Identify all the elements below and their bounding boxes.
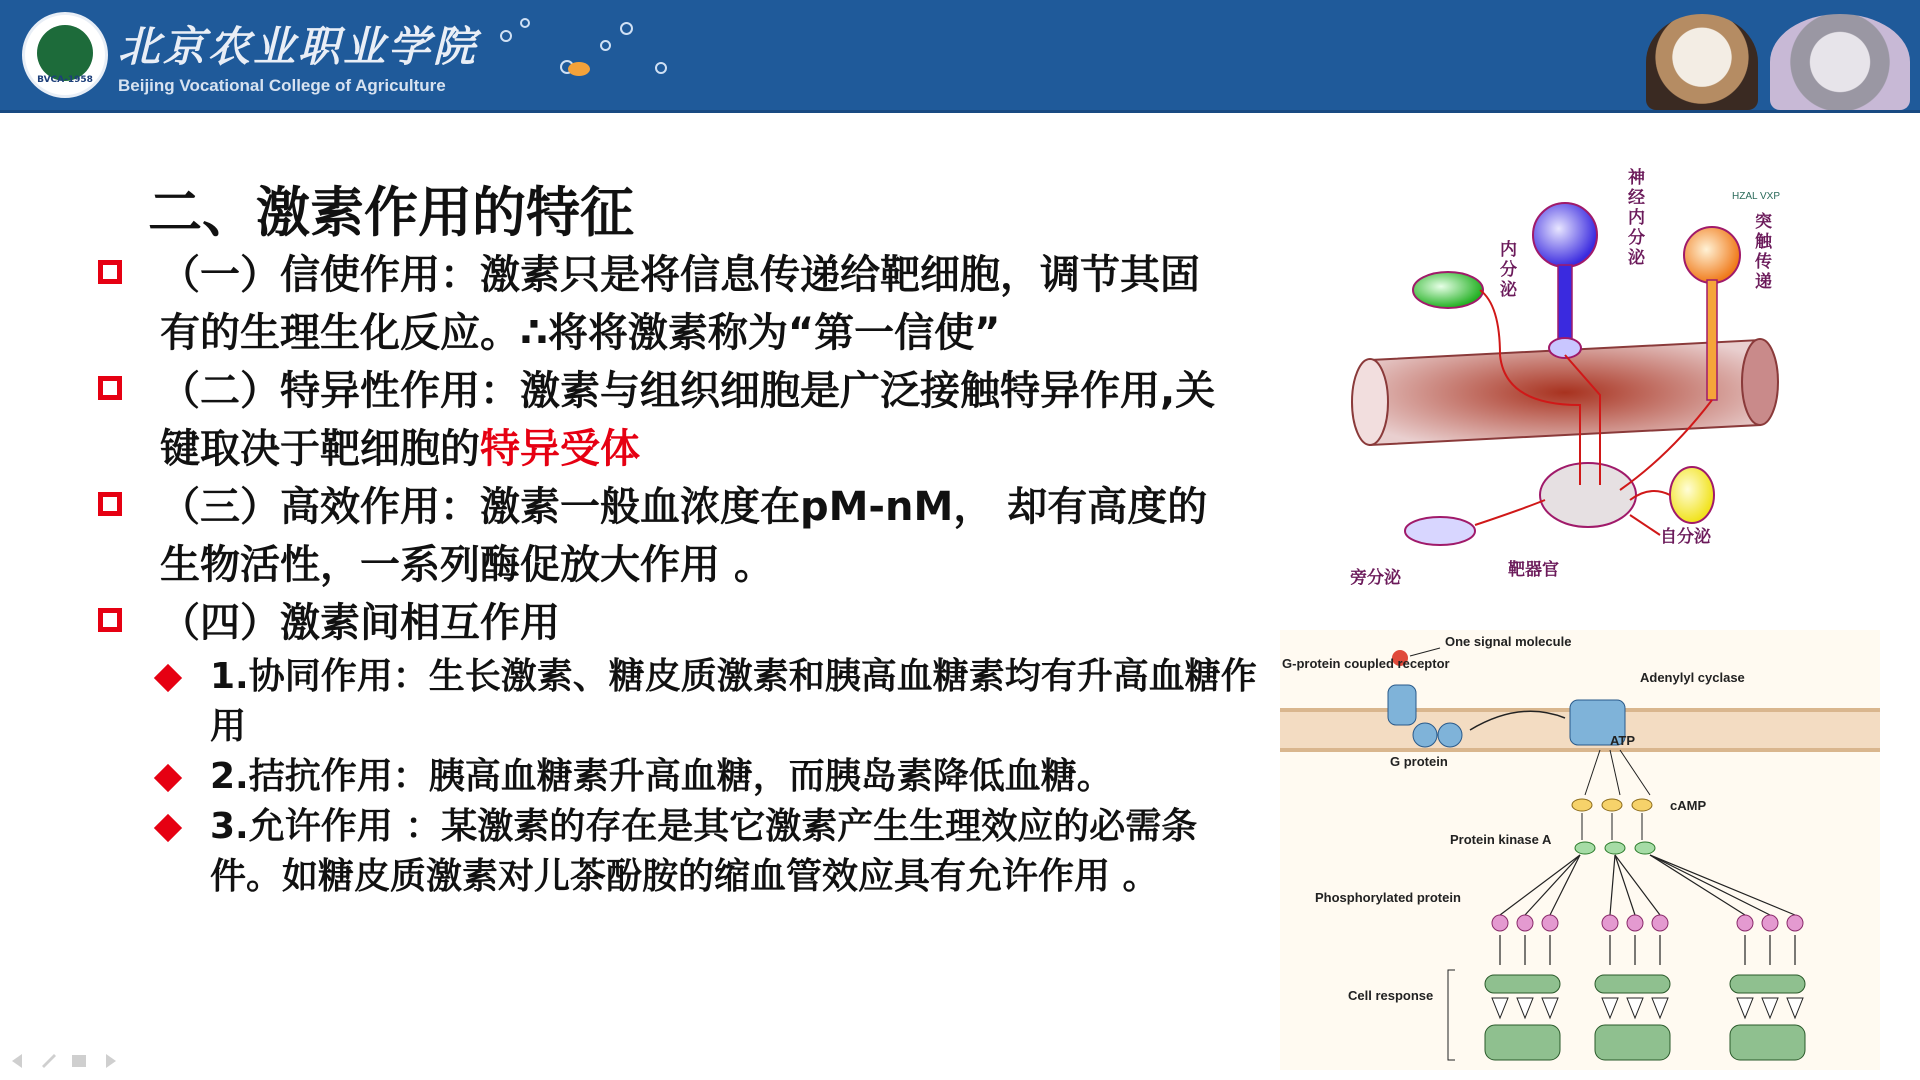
secretion-diagram (1330, 155, 1790, 585)
label-autocrine: 自分泌 (1660, 527, 1711, 547)
pointer-line (1410, 648, 1440, 656)
cell-response-icons (1485, 975, 1805, 1060)
label-camp: cAMP (1670, 798, 1707, 813)
endocrine-cell (1413, 272, 1483, 308)
subitem-text: 2.拮抗作用：胰高血糖素升高血糖，而胰岛素降低血糖。 (210, 756, 1113, 797)
label-signal: One signal molecule (1445, 634, 1572, 649)
paracrine-pathway (1475, 500, 1545, 525)
pka-icon (1575, 842, 1595, 854)
school-logo (22, 12, 108, 98)
bracket (1448, 970, 1455, 1060)
bullet-list (98, 246, 1257, 902)
phosphorylated-proteins (1492, 915, 1803, 931)
label-phospho: Phosphorylated protein (1315, 890, 1461, 905)
square-bullet-icon (98, 260, 122, 284)
vessel-end (1352, 359, 1388, 445)
cat-photo (1770, 14, 1910, 110)
output-arrow-icon (1630, 515, 1660, 535)
sub-list-item (150, 652, 1260, 752)
slide-title: 二、激素作用的特征 (148, 181, 634, 244)
menu-icon[interactable] (72, 1055, 86, 1067)
arrow (1585, 750, 1600, 795)
camp-cascade-diagram (1280, 630, 1880, 1070)
label-endocrine: 内分泌 (1500, 240, 1517, 300)
bubble-icon (520, 18, 530, 28)
bubble-icon (500, 30, 512, 42)
item-text: （二）特异性作用：激素与组织细胞是广泛接触特异作用,关键取决于靶细胞的 (160, 368, 1216, 472)
item-text: （三）高效作用：激素一般血浓度在pM-nM， 却有高度的生物活性，一系列酶促放大作用 。 (160, 484, 1208, 588)
logo-emblem-icon (37, 25, 93, 81)
arrow (1610, 750, 1620, 795)
synaptic-axon (1707, 280, 1717, 400)
target-organ (1540, 463, 1636, 527)
neuroendocrine-cell (1533, 203, 1597, 267)
hollow-arrows (1492, 998, 1803, 1018)
header-divider (0, 110, 1920, 113)
label-neuroendocrine: 神经内分泌 (1628, 168, 1645, 268)
square-bullet-icon (98, 608, 122, 632)
next-slide-icon[interactable] (106, 1054, 116, 1068)
label-atp: ATP (1610, 733, 1636, 748)
watermark: HZAL VXP (1732, 191, 1780, 202)
subitem-text: 1.协同作用：生长激素、糖皮质激素和胰高血糖素均有升高血糖作用 (210, 656, 1257, 747)
label-receptor: G-protein coupled receptor (1282, 656, 1450, 671)
list-item (98, 362, 1228, 478)
paracrine-cell (1405, 517, 1475, 545)
bubble-icon (600, 40, 611, 51)
subitem-text: 3.允许作用 ：某激素的存在是其它激素产生生理效应的必需条件。如糖皮质激素对儿茶酚胺的缩血管效应具有允许作用 。 (210, 806, 1198, 897)
fish-icon (568, 62, 590, 76)
header-banner (0, 0, 1920, 110)
bubble-icon (655, 62, 667, 74)
prev-slide-icon[interactable] (12, 1054, 22, 1068)
label-gprotein: G protein (1390, 754, 1448, 769)
sub-list (150, 652, 1257, 902)
g-protein-icon (1413, 723, 1437, 747)
label-target: 靶器官 (1508, 560, 1559, 580)
diamond-bullet-icon (154, 664, 182, 692)
slideshow-nav (8, 1050, 128, 1072)
fanout-arrows (1500, 855, 1795, 915)
label-paracrine: 旁分泌 (1350, 568, 1401, 585)
label-pka: Protein kinase A (1450, 832, 1552, 847)
autocrine-cell (1670, 467, 1714, 523)
school-name-en: Beijing Vocational College of Agriculture (118, 76, 446, 95)
label-response: Cell response (1348, 988, 1434, 1003)
vessel-end (1742, 339, 1778, 425)
camp-icon (1632, 799, 1652, 811)
pka-icon (1635, 842, 1655, 854)
item-text: （四）激素间相互作用 (160, 600, 560, 646)
arrow (1620, 750, 1650, 795)
list-item (98, 246, 1228, 362)
diamond-bullet-icon (154, 764, 182, 792)
label-adenylyl: Adenylyl cyclase (1640, 670, 1745, 685)
item-text: （一）信使作用：激素只是将信息传递给靶细胞，调节其固有的生理生化反应。∴将将激素称为“第一信使” (160, 252, 1200, 356)
pen-icon[interactable] (42, 1054, 56, 1068)
synaptic-neuron (1684, 227, 1740, 283)
receptor-icon (1388, 685, 1416, 725)
diamond-bullet-icon (154, 814, 182, 842)
sub-list-item (150, 752, 1260, 802)
dog-photo (1646, 14, 1758, 110)
highlight-text: 特异受体 (480, 426, 640, 472)
square-bullet-icon (98, 492, 122, 516)
sub-list-item (150, 802, 1260, 902)
list-item (98, 594, 1228, 652)
camp-icon (1572, 799, 1592, 811)
school-name-cn: 北京农业职业学院 (118, 22, 479, 71)
response-arrows (1500, 935, 1795, 965)
label-synaptic: 突触传递 (1755, 212, 1772, 292)
square-bullet-icon (98, 376, 122, 400)
logo-text: BVCA-1958 (37, 75, 93, 85)
neuron-axon (1558, 265, 1572, 345)
list-item (98, 478, 1228, 594)
pka-icon (1605, 842, 1625, 854)
g-protein-icon (1438, 723, 1462, 747)
camp-icon (1602, 799, 1622, 811)
bubble-icon (620, 22, 633, 35)
